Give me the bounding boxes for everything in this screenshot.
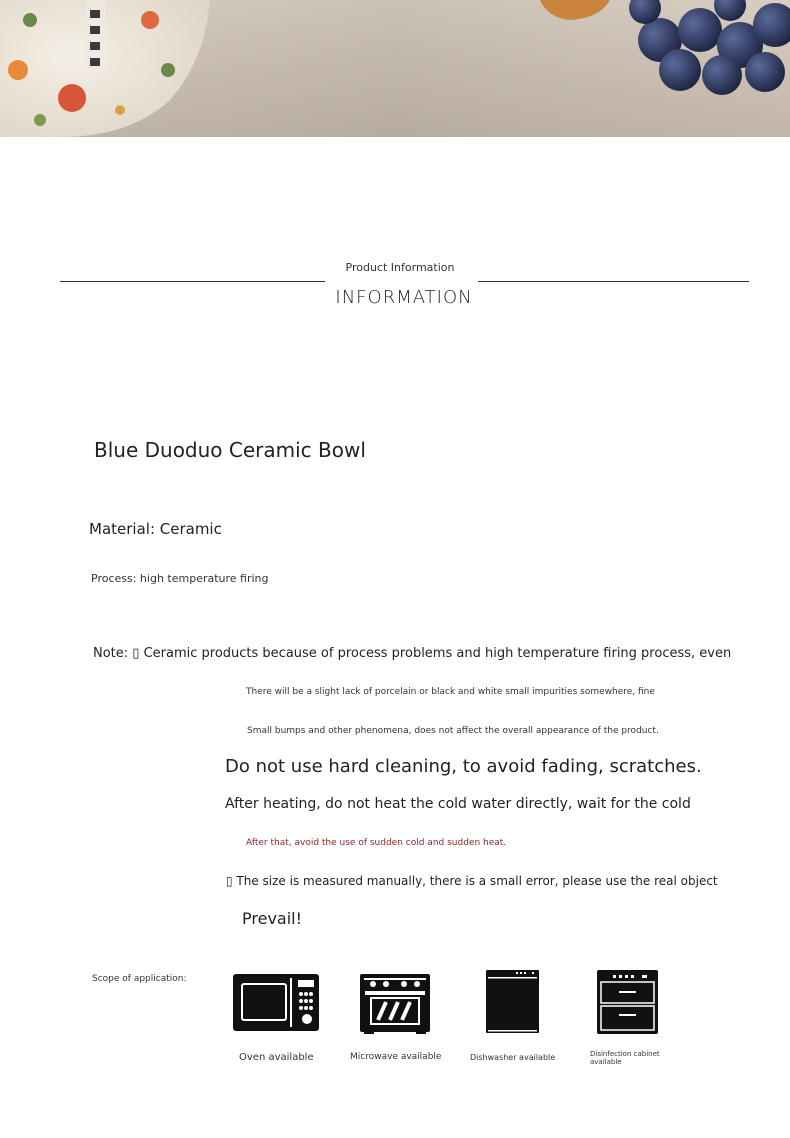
note-line-1: Note: ▯ Ceramic products because of process problems and high temperature firing process, even [93, 646, 732, 661]
hero-illustration [0, 0, 790, 137]
product-process: Process: high temperature firing [91, 572, 269, 585]
scope-item-label: Dishwasher available [470, 1053, 556, 1062]
product-material: Material: Ceramic [89, 520, 222, 538]
header-rule-right [478, 281, 749, 282]
scope-item-label: Microwave available [350, 1052, 442, 1062]
note-line-4: Do not use hard cleaning, to avoid fading, scratches. [225, 756, 702, 777]
header-rule-left [60, 281, 325, 282]
note-line-8: Prevail! [242, 909, 303, 928]
microwave-icon [233, 974, 319, 1036]
section-title: INFORMATION [335, 287, 473, 308]
disinfection-cabinet-icon [597, 970, 658, 1038]
scope-item-label: Disinfection cabinet available [590, 1050, 660, 1066]
scope-label: Scope of application: [92, 974, 187, 984]
note-line-6: After that, avoid the use of sudden cold and sudden heat. [246, 838, 507, 848]
oven-icon [360, 972, 430, 1039]
dishwasher-icon [486, 970, 539, 1037]
hero-photo [0, 0, 790, 137]
section-subtitle: Product Information [345, 261, 455, 274]
note-line-3: Small bumps and other phenomena, does not affect the overall appearance of the product. [247, 726, 659, 736]
note-line-2: There will be a slight lack of porcelain or black and white small impurities somewhere, fine [246, 687, 655, 697]
scope-item-label: Oven available [239, 1052, 314, 1063]
product-name: Blue Duoduo Ceramic Bowl [94, 438, 366, 462]
note-line-7: ▯ The size is measured manually, there is a small error, please use the real object [226, 874, 718, 888]
note-line-5: After heating, do not heat the cold water directly, wait for the cold [225, 796, 691, 812]
